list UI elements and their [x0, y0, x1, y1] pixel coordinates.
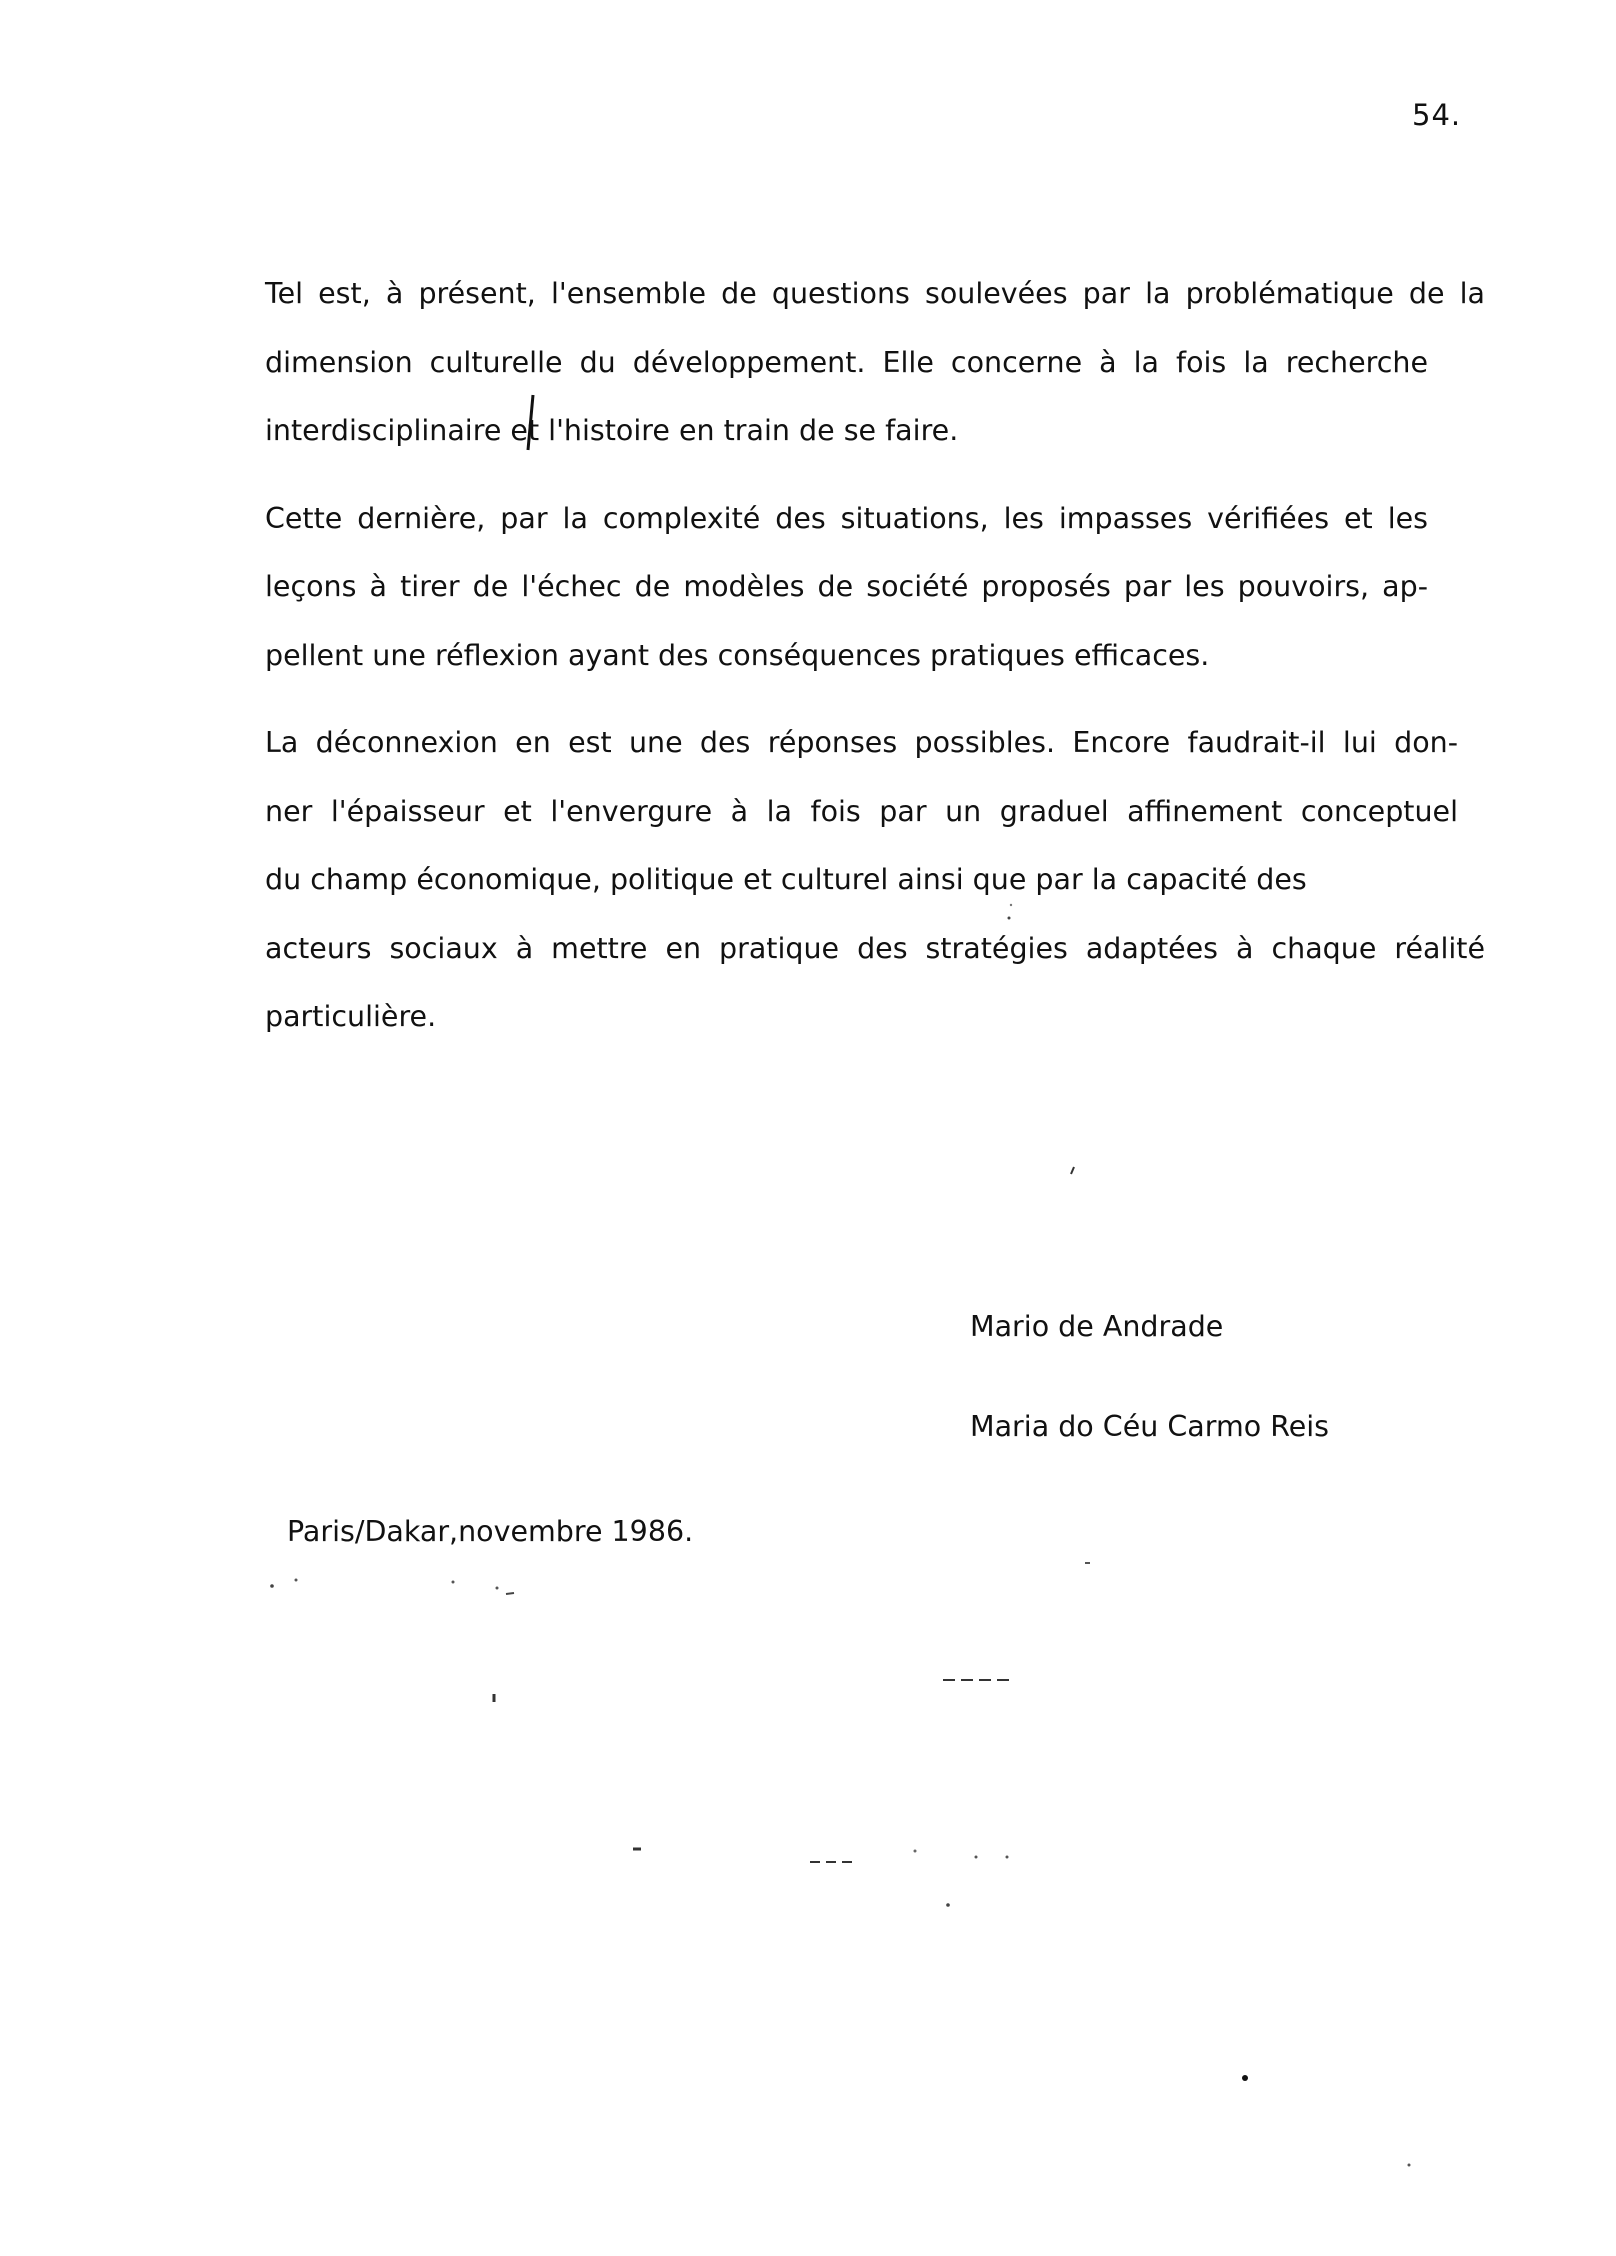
scan-speck — [295, 1579, 298, 1582]
scan-speck — [452, 1581, 455, 1584]
paragraph-line: pellent une réflexion ayant des conséquences pratiques efficaces. — [265, 638, 1210, 672]
paragraph-line: acteurs sociaux à mettre en pratique des stratégies adaptées à chaque réalité — [265, 931, 1485, 965]
paragraph-line: particulière. — [265, 1000, 437, 1033]
scan-speck — [914, 1850, 917, 1853]
paragraph-line: La déconnexion en est une des réponses possibles. Encore faudrait-il lui don- — [265, 726, 1458, 759]
paragraph-2 — [265, 485, 1485, 691]
paragraph-line: ner l'épaisseur et l'envergure à la fois par un graduel affinement conceptuel — [265, 794, 1458, 828]
paragraph-line: Tel est, à présent, l'ensemble de questions soulevées par la problématique de la — [265, 277, 1485, 310]
page-number: 54. — [1412, 98, 1462, 132]
signature-block — [970, 1310, 1329, 1510]
paragraph-line: leçons à tirer de l'échec de modèles de société proposés par les pouvoirs, ap- — [265, 570, 1428, 603]
scan-speck — [946, 1903, 950, 1907]
paragraph-line: Cette dernière, par la complexité des situations, les impasses vérifiées et les — [265, 501, 1428, 535]
scan-speck — [1006, 1856, 1009, 1859]
signature-name: Maria do Céu Carmo Reis — [970, 1410, 1330, 1443]
paragraph-line: interdisciplinaire et l'histoire en train de se faire. — [265, 414, 959, 447]
body-text — [265, 260, 1485, 1071]
scan-speck — [975, 1856, 978, 1859]
scan-speck — [506, 1593, 514, 1594]
scan-speck — [270, 1584, 274, 1588]
paragraph-line: du champ économique, politique et culturel ainsi que par la capacité des — [265, 863, 1307, 896]
scan-speck — [1408, 2164, 1411, 2167]
scan-speck — [1242, 2075, 1248, 2081]
signature-name: Mario de Andrade — [970, 1310, 1224, 1343]
paragraph-3 — [265, 709, 1485, 1052]
scan-speck — [496, 1587, 499, 1590]
scan-speck — [1071, 1167, 1074, 1174]
paragraph-1 — [265, 260, 1485, 466]
paragraph-line: dimension culturelle du développement. Elle concerne à la fois la recherche — [265, 345, 1428, 379]
place-date: Paris/Dakar,novembre 1986. — [287, 1515, 694, 1548]
